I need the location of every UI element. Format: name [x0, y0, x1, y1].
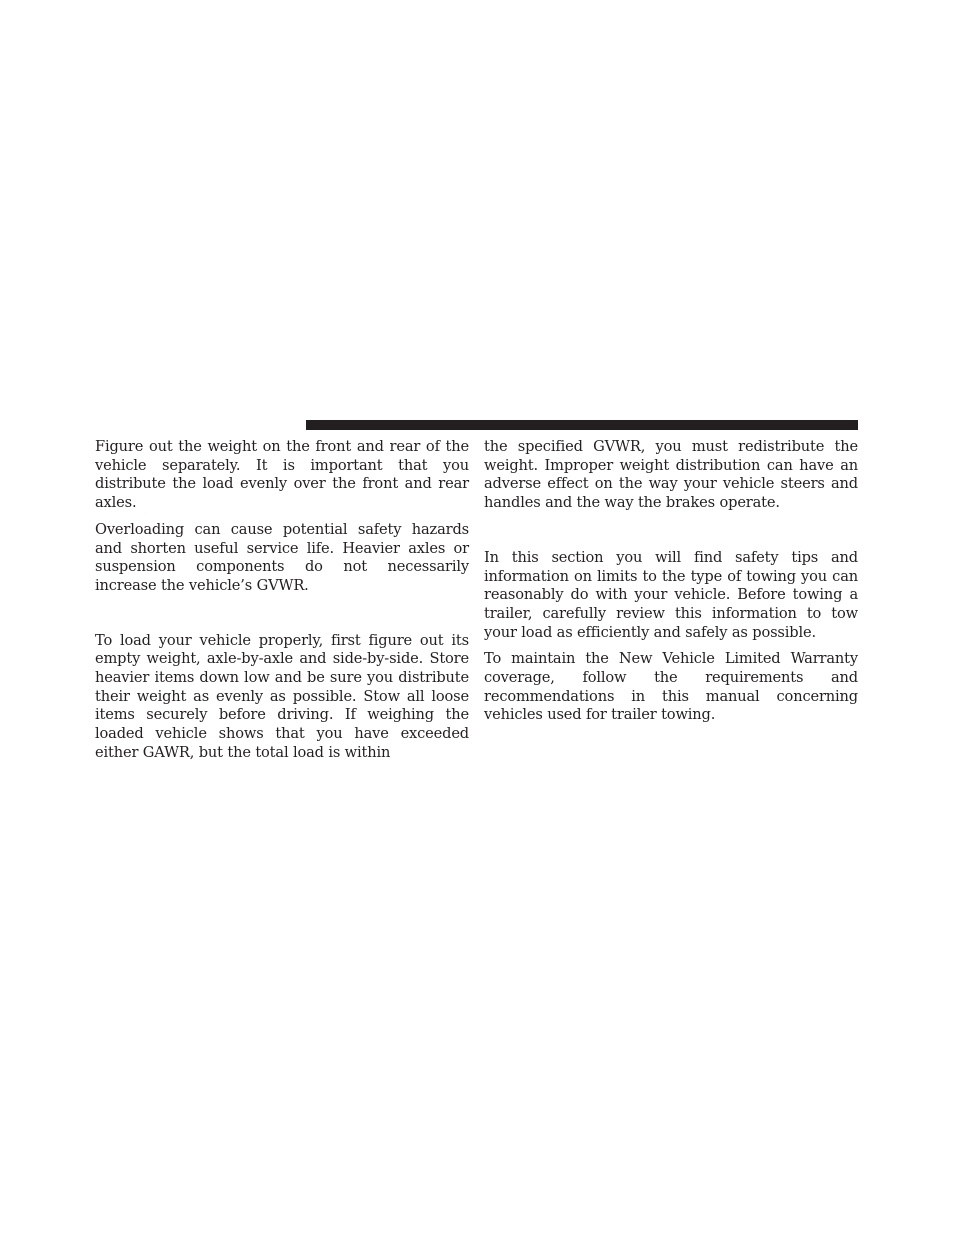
left-column: [95, 438, 469, 763]
header-rule: [306, 420, 858, 430]
paragraph-towing-intro: In this section you will find safety tips and information on limits to the type of towing you can reasonably do with your vehicle. Before towing a trailer, carefully review this information to tow your load as efficiently and safely as possible.: [484, 548, 858, 641]
paragraph-warranty: To maintain the New Vehicle Limited Warranty coverage, follow the requirements and recommendations in this manual concerning vehicles used for trailer towing.: [484, 650, 858, 724]
paragraph-overloading: Overloading can cause potential safety hazards and shorten useful service life. Heavier axles or suspension components do not necessarily increase the vehicle’s GVWR.: [95, 520, 469, 594]
paragraph-redistribute: the specified GVWR, you must redistribute the weight. Improper weight distribution can have an adverse effect on the way your vehicle steers and handles and the way the brakes operate.: [484, 438, 858, 512]
paragraph-weight-distribution: Figure out the weight on the front and rear of the vehicle separately. It is important that you distribute the load evenly over the front and rear axles.: [95, 438, 469, 512]
paragraph-loading-procedure: To load your vehicle properly, first figure out its empty weight, axle-by-axle and side-by-side. Store heavier items down low and be sure you distribute their weight as evenly as possible. Stow all loose items securely before driving. If weighing the loaded vehicle shows that you have exceeded either GAWR, but the total load is within: [95, 631, 469, 761]
right-column: [484, 438, 858, 725]
